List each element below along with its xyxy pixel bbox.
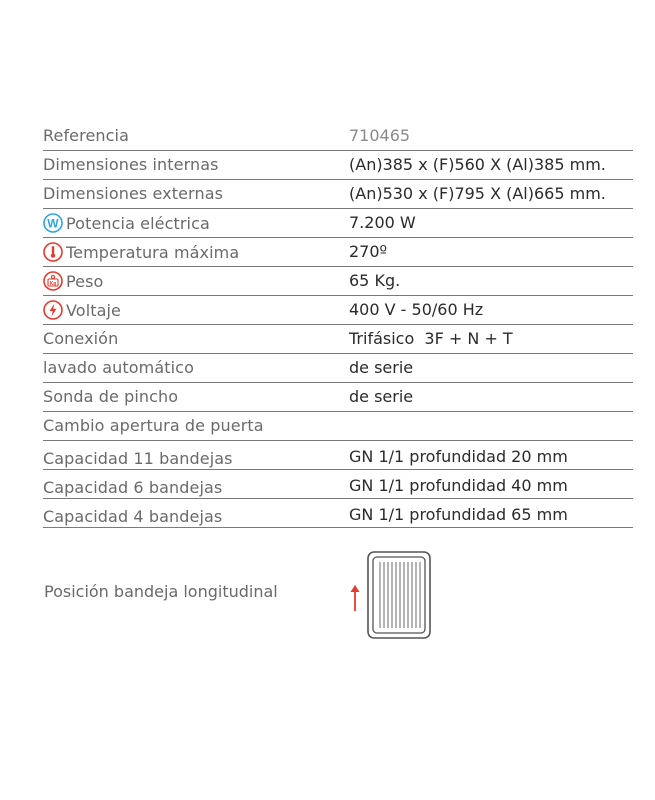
spec-label-group (43, 271, 103, 291)
thermometer-icon (43, 242, 63, 262)
spec-label: Voltaje (66, 300, 122, 320)
spec-row-lavado (43, 354, 633, 383)
spec-row-potencia (43, 209, 633, 238)
spec-label: Dimensiones externas (43, 184, 224, 203)
spec-label: Peso (66, 271, 104, 291)
spec-value: (An)385 x (F)560 X (Al)385 mm. (349, 155, 606, 174)
power-icon-text: W (47, 216, 59, 231)
spec-row-cambio-puerta (43, 412, 633, 441)
spec-label-group (43, 242, 239, 262)
power-w-icon (43, 213, 63, 233)
spec-label: Cambio apertura de puerta (43, 416, 264, 435)
spec-value: (An)530 x (F)795 X (Al)665 mm. (349, 184, 606, 203)
up-arrow-icon (349, 584, 361, 616)
spec-label: Dimensiones internas (43, 155, 219, 174)
weight-kg-icon (43, 271, 63, 291)
spec-value: 400 V - 50/60 Hz (349, 300, 484, 319)
spec-row-capacidad-6 (43, 470, 633, 499)
lightning-icon (43, 300, 63, 320)
spec-label-group (43, 213, 210, 233)
spec-row-capacidad-11 (43, 441, 633, 470)
spec-label: Sonda de pincho (43, 387, 179, 406)
spec-table (43, 122, 633, 528)
spec-value: GN 1/1 profundidad 40 mm (349, 476, 568, 495)
tray-position-label: Posición bandeja longitudinal (44, 582, 278, 601)
spec-label: Capacidad 4 bandejas (43, 507, 223, 526)
spec-value: GN 1/1 profundidad 20 mm (349, 447, 568, 466)
spec-row-temperatura (43, 238, 633, 267)
spec-label: Temperatura máxima (66, 242, 240, 262)
spec-row-peso (43, 267, 633, 296)
spec-label: lavado automático (43, 358, 194, 377)
spec-label: Referencia (43, 126, 129, 145)
weight-icon-text: Kg (49, 281, 57, 287)
spec-value: Trifásico 3F + N + T (349, 329, 513, 348)
spec-value: de serie (349, 387, 414, 406)
spec-row-conexion (43, 325, 633, 354)
gn-tray-icon (367, 551, 431, 643)
spec-value: 65 Kg. (349, 271, 401, 290)
spec-label: Capacidad 6 bandejas (43, 478, 223, 497)
spec-row-voltaje (43, 296, 633, 325)
spec-value: 7.200 W (349, 213, 416, 232)
spec-row-sonda (43, 383, 633, 412)
spec-row-capacidad-4 (43, 499, 633, 528)
spec-value: GN 1/1 profundidad 65 mm (349, 505, 568, 524)
spec-label: Potencia eléctrica (66, 213, 210, 233)
spec-row-dimensiones-internas (43, 151, 633, 180)
spec-label-group (43, 300, 121, 320)
spec-row-dimensiones-externas (43, 180, 633, 209)
spec-row-referencia (43, 122, 633, 151)
spec-value: de serie (349, 358, 414, 377)
spec-value: 270º (349, 242, 388, 261)
spec-label: Capacidad 11 bandejas (43, 449, 233, 468)
spec-value: 710465 (349, 126, 411, 145)
spec-label: Conexión (43, 329, 119, 348)
